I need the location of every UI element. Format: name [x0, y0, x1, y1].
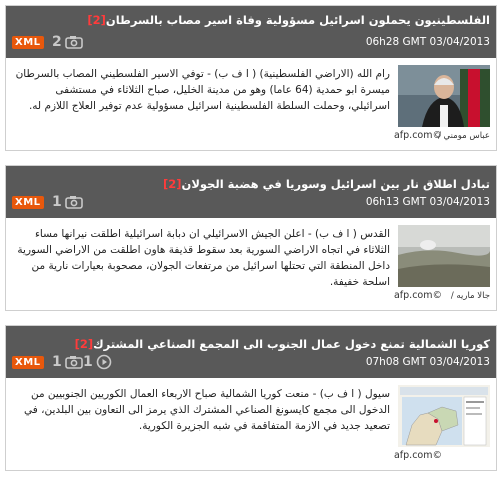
article-thumbnail[interactable]	[398, 385, 490, 447]
comment-count[interactable]: [2]	[162, 177, 182, 191]
xml-feed-button[interactable]: XML	[12, 36, 44, 49]
card-header	[6, 326, 496, 378]
photo-caption: عباس مومني /	[437, 131, 490, 141]
headline-link[interactable]: تبادل اطلاق نار بين اسرائيل وسوريا في هضبة الجولان[2]	[162, 177, 490, 191]
xml-feed-button[interactable]: XML	[12, 356, 44, 369]
photo-count: 1	[52, 354, 62, 370]
card-body	[6, 378, 496, 470]
news-card	[5, 165, 497, 311]
photo-caption: جالا ماريه /	[450, 291, 490, 301]
publish-date: 06h13 GMT 03/04/2013	[365, 196, 490, 208]
publish-date: 06h28 GMT 03/04/2013	[365, 36, 490, 48]
video-count: 1	[83, 354, 93, 370]
photo-count-group[interactable]	[52, 194, 83, 210]
article-summary: سيول ( ا ف ب) - منعت كوريا الشمالية صباح الاربعاء العمال الكوريين الجنوبيين من الدخول الى مجمع كايسونغ الصناعي المشترك الذي يرمز الى التعاون بين البلدين، في تصعيد جديد في الازمة المتفاقمة في شبه الجزيرة الكورية.	[24, 388, 390, 432]
camera-icon	[65, 355, 83, 369]
meta-row	[6, 353, 496, 374]
card-header	[6, 6, 496, 58]
photo-count: 2	[52, 34, 62, 50]
video-icon	[96, 354, 112, 370]
photo-count-group[interactable]	[52, 34, 83, 50]
publish-date: 07h08 GMT 03/04/2013	[365, 356, 490, 368]
card-header	[6, 166, 496, 218]
comment-count[interactable]: [2]	[87, 13, 106, 27]
card-body	[6, 218, 496, 310]
camera-icon	[65, 195, 83, 209]
meta-row	[6, 33, 496, 54]
xml-feed-button[interactable]: XML	[12, 196, 44, 209]
headline-link[interactable]: كوريا الشمالية تمنع دخول عمال الجنوب الى المجمع الصناعي المشترك[2]	[74, 337, 490, 351]
article-summary: القدس ( ا ف ب) - اعلن الجيش الاسرائيلي ان دبابة اسرائيلية اطلقت نيرانها مساء الثلاثاء في اتجاه الاراضي السورية بعد سقوط قذيفة هاون اطلقت من الاراضي السورية داخل المنطقة التي تحتلها اسرائيل من مرتفعات الجولان، مصحوبة بعيارات نارية من اسلحة خفيفة.	[17, 228, 390, 288]
news-card	[5, 5, 497, 151]
meta-row	[6, 193, 496, 214]
card-body	[6, 58, 496, 150]
video-count-group[interactable]	[83, 354, 112, 370]
photo-count-group[interactable]	[52, 354, 83, 370]
headline-link[interactable]: الفلسطينيون يحملون اسرائيل مسؤولية وفاة اسير مصاب بالسرطان[2]	[87, 13, 490, 27]
photo-count: 1	[52, 194, 62, 210]
article-summary: رام الله (الاراضي الفلسطينية) ( ا ف ب) - توفي الاسير الفلسطيني المصاب بالسرطان ميسرة ابو حمدية (64 عاما) وهو من مدينة الخليل، صباح الثلاثاء في مستشفى اسرائيلي، وحملت السلطة الفلسطينية اسرائيل مسؤولية عدم توفير العلاج اللازم له.	[15, 68, 390, 112]
comment-count[interactable]: [2]	[74, 337, 94, 351]
photo-source: afp.com©	[393, 290, 442, 301]
news-card	[5, 325, 497, 471]
camera-icon	[65, 35, 83, 49]
photo-source: afp.com©	[393, 450, 442, 461]
article-thumbnail[interactable]	[398, 225, 490, 287]
photo-source: afp.com©	[393, 130, 442, 141]
article-thumbnail[interactable]	[398, 65, 490, 127]
